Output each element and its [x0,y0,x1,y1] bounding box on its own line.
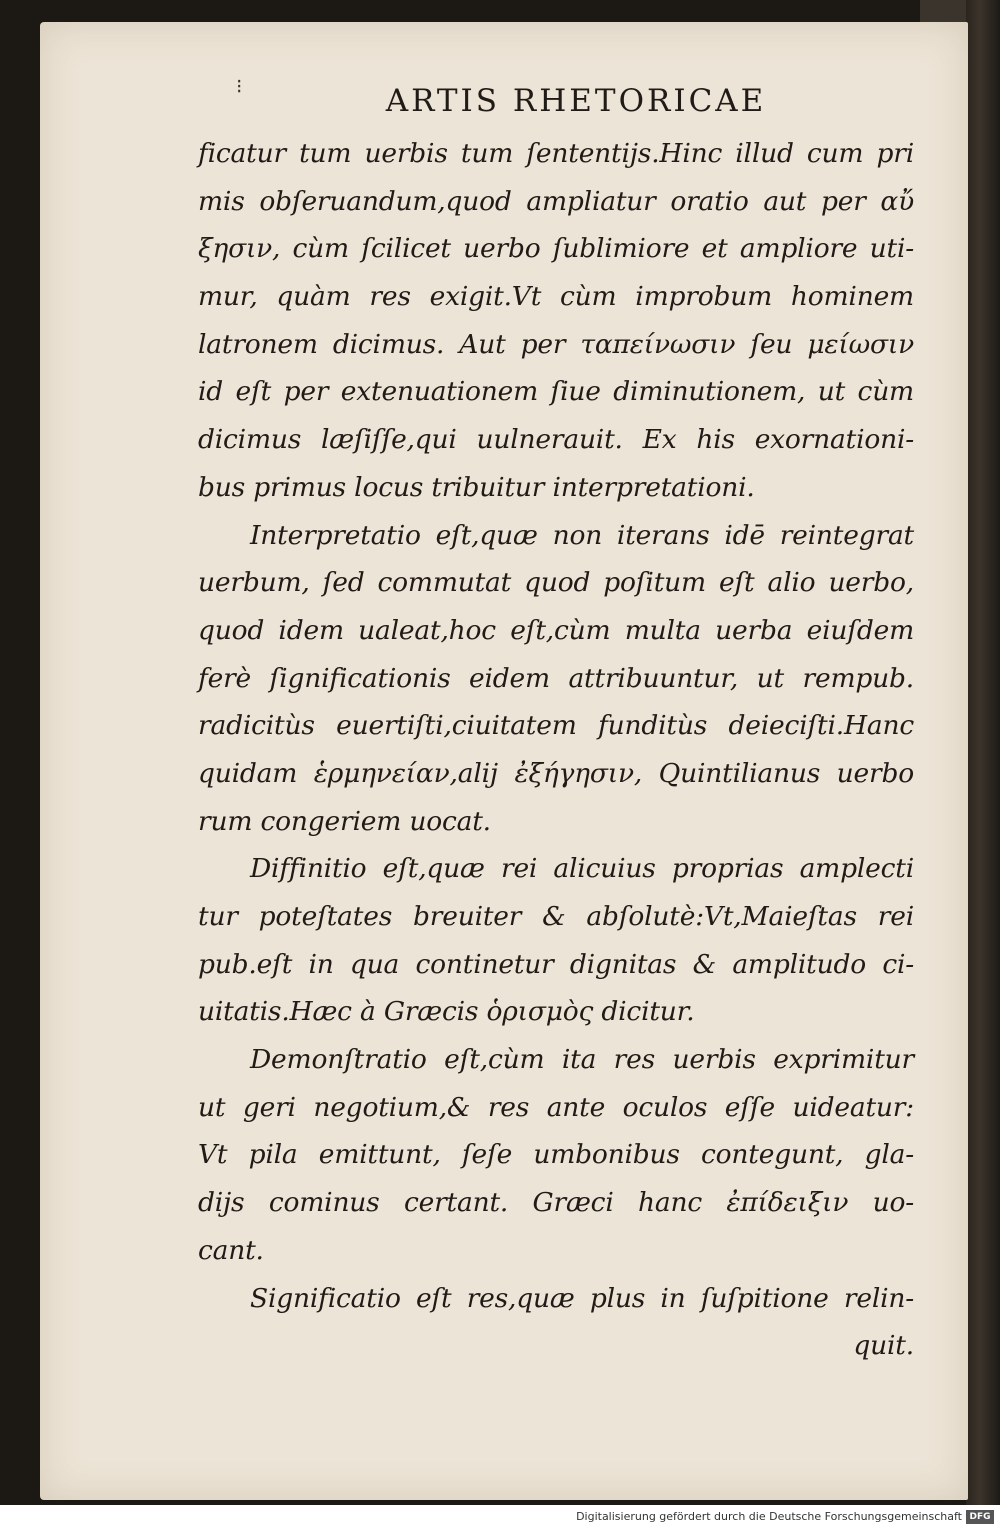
text-line: uerbum, ſed commutat quod poſitum eſt alio uerbo, [198,567,914,599]
text-lines [198,130,914,1370]
text-line: mur, quàm res exigit.Vt cùm improbum hominem [198,281,914,313]
footer-credit: Digitalisierung gefördert durch die Deutsche Forschungsgemeinschaft [576,1510,962,1523]
text-line: quit. [853,1330,914,1362]
margin-mark: ⁝ [236,74,243,98]
text-line: Demonſtratio eſt,cùm ita res uerbis exprimitur [250,1044,914,1076]
text-line: mis obſeruandum,quod ampliatur oratio aut per αὔ [198,185,914,217]
text-line: rum congeriem uocat. [198,805,491,837]
dfg-logo: DFG [966,1510,994,1524]
text-line: Interpretatio eſt,quæ non iterans idē reintegrat [250,519,914,551]
text-line: tur poteſtates breuiter & abſolutè:Vt,Maieſtas rei [198,901,914,932]
text-line: id eſt per extenuationem ſiue diminutionem, ut cùm [198,376,914,408]
text-line: cant. [198,1234,264,1266]
text-line: quidam ἑρμηνείαν,alij ἐξήγησιν, Quintilianus uerbo [198,757,914,789]
text-line: ferè ſignificationis eidem attribuuntur, ut rempub. [198,662,914,694]
text-line: bus primus locus tribuitur interpretationi. [198,471,755,503]
text-line: Vt pila emittunt, ſeſe umbonibus contegunt, gla- [198,1139,914,1171]
text-line: Significatio eſt res,quæ plus in ſuſpitione relin- [250,1282,914,1314]
running-header: ARTIS RHETORICAE [385,83,767,119]
text-line: uitatis.Hæc à Græcis ὁρισμὸς dicitur. [198,996,695,1028]
text-line: pub.eſt in qua continetur dignitas & amplitudo ci- [198,948,914,980]
text-line: latronem dicimus. Aut per ταπείνωσιν ſeu μείωσιν [198,328,914,360]
text-line: ut geri negotium,& res ante oculos eſſe uideatur: [198,1091,914,1123]
book-spine [966,0,1000,1505]
text-line: quod idem ualeat,hoc eſt,cùm multa uerba eiuſdem [198,614,914,646]
text-line: radicitùs euertiſti,ciuitatem funditùs deieciſti.Hanc [198,710,914,742]
text-line: Diffinitio eſt,quæ rei alicuius proprias amplecti [250,853,914,885]
text-line: ξησιν, cùm ſcilicet uerbo ſublimiore et ampliore uti- [198,233,914,265]
page-text [198,72,914,1370]
text-line: dicimus læſiſſe,qui uulnerauit. Ex his exornationi- [198,424,914,456]
text-line: ficatur tum uerbis tum ſententijs.Hinc illud cum pri [198,138,914,169]
text-line: dijs cominus certant. Græci hanc ἐπίδειξιν uo- [198,1187,914,1219]
footer-bar [0,1505,1000,1527]
